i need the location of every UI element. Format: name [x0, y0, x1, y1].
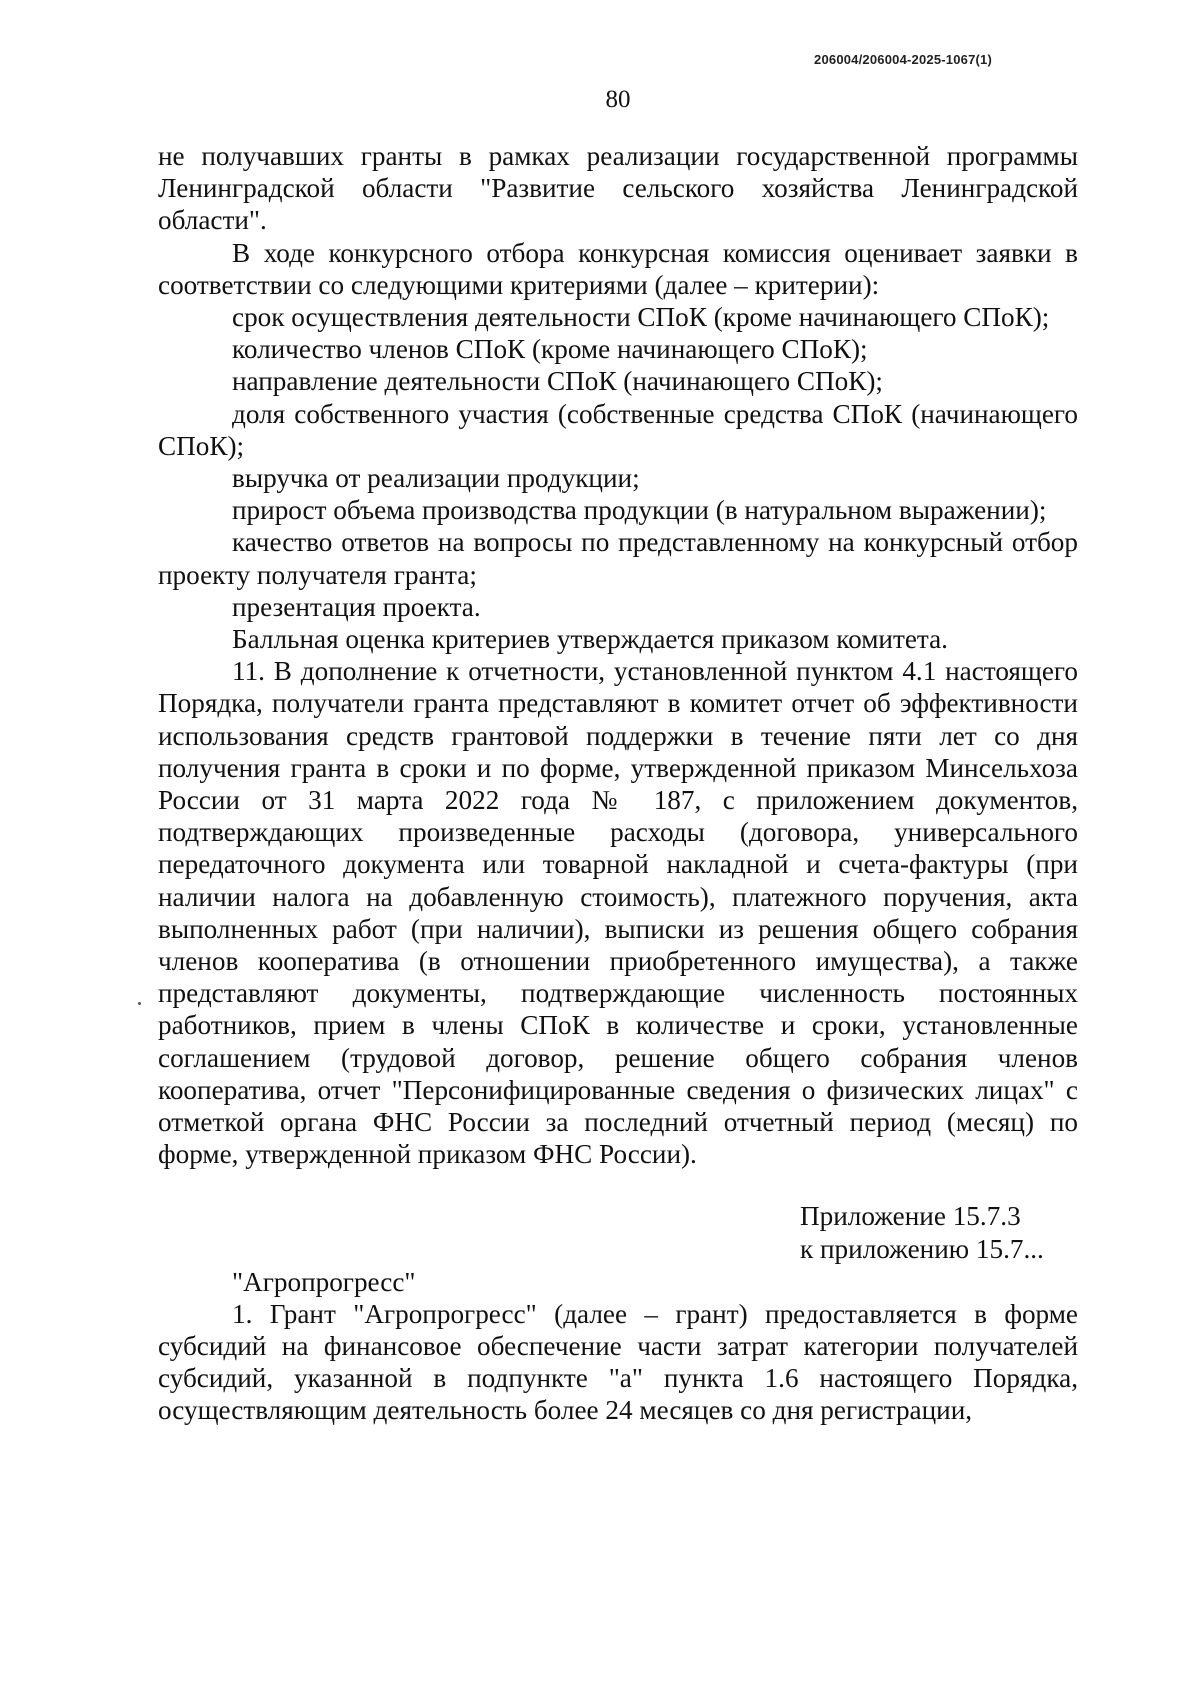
criteria-item: презентация проекта. [232, 591, 481, 622]
document-id: 206004/206004-2025-1067(1) [814, 52, 992, 67]
appendix-line: Приложение 15.7.3 [800, 1200, 1021, 1231]
criteria-item: выручка от реализации продукции; [232, 463, 640, 494]
appendix-line: к приложению 15.7... [800, 1233, 1044, 1264]
paragraph: Балльная оценка критериев утверждается приказом комитета. [232, 624, 948, 655]
criteria-item: количество членов СПоК (кроме начинающего СПоК); [232, 334, 868, 365]
paragraph: не получавших гранты в рамках реализации государственной программы Ленинградской области "Развитие сельского хозяйства Ленинградской области". [158, 141, 1078, 236]
criteria-item: прирост объема производства продукции (в натуральном выражении); [232, 495, 1047, 526]
criteria-item: срок осуществления деятельности СПоК (кроме начинающего СПоК); [232, 302, 1050, 333]
criteria-item: качество ответов на вопросы по представленному на конкурсный отбор проекту получателя гранта; [158, 527, 1078, 590]
section-title: "Агропрогресс" [232, 1266, 416, 1297]
paragraph-11: 11. В дополнение к отчетности, установленной пунктом 4.1 настоящего Порядка, получатели гранта представляют в комитет отчет об эффективности использования средств грантовой поддержки в течение пяти лет со дня получения гранта в сроки и по форме, утвержденной приказом Минсельхоза России от 31 марта 2022 года № 187, с приложением документов, подтверждающих произведенные расходы (договора, универсального передаточного документа или товарной накладной и счета-фактуры (при наличии налога на добавленную стоимость), платежного поручения, акта выполненных работ (при наличии), выписки из решения общего собрания членов кооператива (в отношении приобретенного имущества), а также представляют документы, подтверждающие численность постоянных работников, прием в члены СПоК в количестве и сроки, установленные соглашением (трудовой договор, решение общего собрания членов кооператива, отчет "Персонифицированные сведения о физических лицах" с отметкой органа ФНС России за последний отчетный период (месяц) по форме, утвержденной приказом ФНС России). [158, 656, 1078, 1170]
criteria-item: направление деятельности СПоК (начинающего СПоК); [232, 366, 883, 397]
page-number: 80 [605, 86, 631, 113]
criteria-item: доля собственного участия (собственные средства СПоК (начинающего СПоК); [158, 398, 1078, 461]
section-paragraph: 1. Грант "Агропрогресс" (далее – грант) предоставляется в форме субсидий на финансовое обеспечение части затрат категории получателей субсидий, указанной в подпункте "а" пункта 1.6 настоящего Порядка, осуществляющим деятельность более 24 месяцев со дня регистрации, [158, 1298, 1078, 1426]
appendix-reference [800, 1200, 1078, 1266]
document-body [158, 140, 1078, 1427]
paragraph: В ходе конкурсного отбора конкурсная комиссия оценивает заявки в соответствии со следующими критериями (далее – критерии): [158, 237, 1078, 300]
scan-artifact [138, 1002, 141, 1005]
